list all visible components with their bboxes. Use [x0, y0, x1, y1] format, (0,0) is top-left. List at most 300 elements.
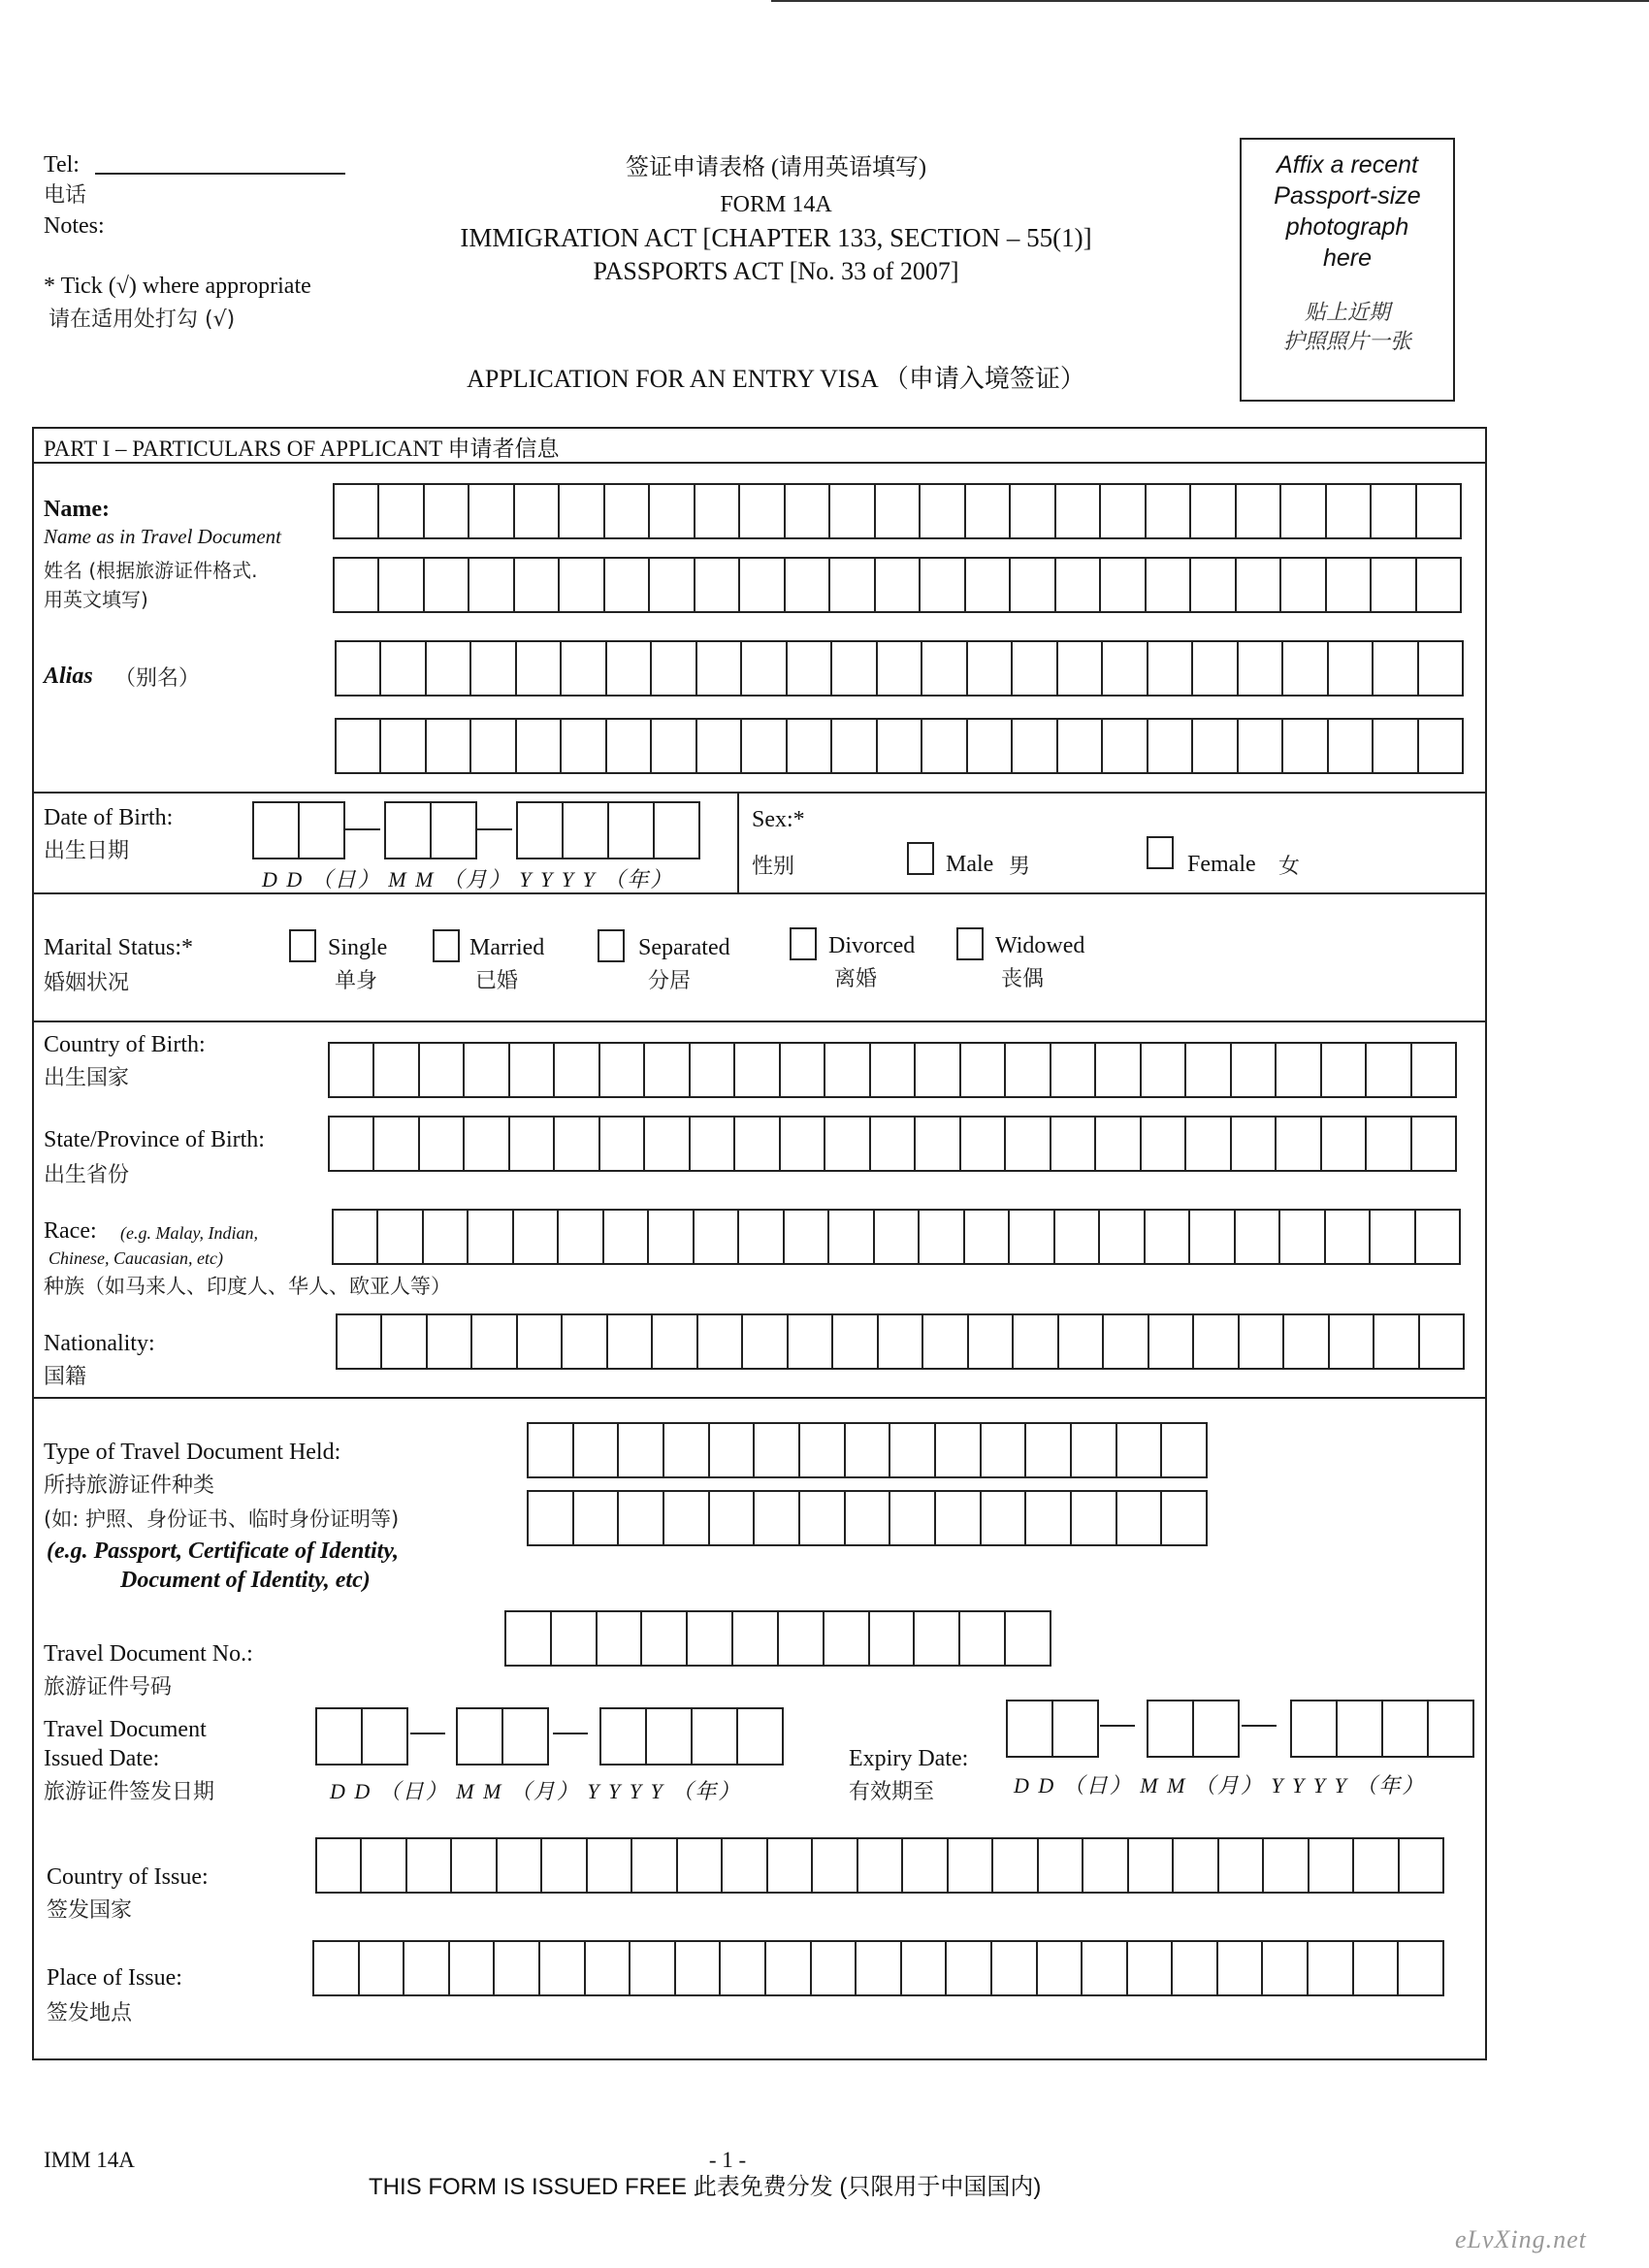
- character-cell[interactable]: [1142, 1118, 1186, 1170]
- character-cell[interactable]: [1083, 1942, 1128, 1994]
- character-cell[interactable]: [1162, 1492, 1206, 1544]
- character-cell[interactable]: [1053, 1701, 1097, 1756]
- character-cell[interactable]: [424, 1211, 469, 1263]
- character-cell[interactable]: [542, 1839, 587, 1892]
- doc-no-boxes[interactable]: [504, 1610, 1051, 1667]
- character-cell[interactable]: [966, 485, 1011, 537]
- character-cell[interactable]: [740, 559, 785, 611]
- character-cell[interactable]: [871, 1044, 916, 1096]
- character-cell[interactable]: [452, 1839, 497, 1892]
- character-cell[interactable]: [605, 559, 650, 611]
- character-cell[interactable]: [425, 485, 469, 537]
- character-cell[interactable]: [506, 1612, 552, 1665]
- character-cell[interactable]: [992, 1942, 1038, 1994]
- expiry-day-boxes[interactable]: [1006, 1700, 1099, 1758]
- character-cell[interactable]: [1055, 1211, 1100, 1263]
- character-cell[interactable]: [609, 803, 655, 858]
- character-cell[interactable]: [1026, 1492, 1072, 1544]
- character-cell[interactable]: [1322, 1044, 1367, 1096]
- character-cell[interactable]: [1117, 1492, 1163, 1544]
- character-cell[interactable]: [993, 1839, 1038, 1892]
- character-cell[interactable]: [966, 559, 1011, 611]
- character-cell[interactable]: [949, 1839, 993, 1892]
- character-cell[interactable]: [607, 642, 652, 695]
- character-cell[interactable]: [386, 803, 432, 858]
- character-cell[interactable]: [961, 1118, 1006, 1170]
- alias-boxes-1[interactable]: [335, 640, 1464, 697]
- character-cell[interactable]: [923, 1315, 968, 1368]
- character-cell[interactable]: [1371, 1211, 1415, 1263]
- character-cell[interactable]: [833, 1315, 878, 1368]
- character-cell[interactable]: [664, 1424, 710, 1476]
- character-cell[interactable]: [1367, 1118, 1411, 1170]
- character-cell[interactable]: [619, 1424, 664, 1476]
- character-cell[interactable]: [691, 1044, 735, 1096]
- character-cell[interactable]: [469, 485, 514, 537]
- character-cell[interactable]: [766, 1942, 812, 1994]
- character-cell[interactable]: [518, 803, 564, 858]
- character-cell[interactable]: [1191, 485, 1236, 537]
- character-cell[interactable]: [1051, 1044, 1096, 1096]
- character-cell[interactable]: [1191, 559, 1236, 611]
- character-cell[interactable]: [1128, 1942, 1174, 1994]
- character-cell[interactable]: [1412, 1118, 1455, 1170]
- character-cell[interactable]: [1239, 642, 1283, 695]
- character-cell[interactable]: [363, 1709, 406, 1764]
- character-cell[interactable]: [691, 1118, 735, 1170]
- character-cell[interactable]: [574, 1492, 620, 1544]
- character-cell[interactable]: [427, 720, 471, 772]
- character-cell[interactable]: [1039, 1839, 1083, 1892]
- character-cell[interactable]: [360, 1942, 405, 1994]
- character-cell[interactable]: [786, 485, 830, 537]
- character-cell[interactable]: [1232, 1044, 1277, 1096]
- character-cell[interactable]: [425, 559, 469, 611]
- character-cell[interactable]: [879, 1315, 923, 1368]
- character-cell[interactable]: [1237, 559, 1281, 611]
- character-cell[interactable]: [600, 1044, 645, 1096]
- character-cell[interactable]: [733, 1612, 779, 1665]
- character-cell[interactable]: [693, 1709, 738, 1764]
- character-cell[interactable]: [1193, 642, 1238, 695]
- character-cell[interactable]: [1327, 559, 1372, 611]
- character-cell[interactable]: [458, 1709, 503, 1764]
- character-cell[interactable]: [916, 1044, 960, 1096]
- character-cell[interactable]: [1416, 1211, 1459, 1263]
- character-cell[interactable]: [922, 642, 967, 695]
- expiry-month-boxes[interactable]: [1147, 1700, 1240, 1758]
- character-cell[interactable]: [1310, 1839, 1354, 1892]
- character-cell[interactable]: [374, 1118, 419, 1170]
- character-cell[interactable]: [1103, 642, 1148, 695]
- character-cell[interactable]: [1026, 1424, 1072, 1476]
- character-cell[interactable]: [598, 1612, 643, 1665]
- character-cell[interactable]: [1400, 1839, 1442, 1892]
- character-cell[interactable]: [1237, 485, 1281, 537]
- character-cell[interactable]: [338, 1315, 382, 1368]
- character-cell[interactable]: [607, 720, 652, 772]
- character-cell[interactable]: [1174, 1839, 1218, 1892]
- character-cell[interactable]: [824, 1612, 870, 1665]
- character-cell[interactable]: [903, 1839, 948, 1892]
- character-cell[interactable]: [1072, 1424, 1117, 1476]
- character-cell[interactable]: [317, 1709, 363, 1764]
- character-cell[interactable]: [1240, 1315, 1284, 1368]
- character-cell[interactable]: [916, 1118, 960, 1170]
- character-cell[interactable]: [1162, 1424, 1206, 1476]
- character-cell[interactable]: [562, 642, 606, 695]
- character-cell[interactable]: [739, 1211, 784, 1263]
- character-cell[interactable]: [469, 1211, 513, 1263]
- character-cell[interactable]: [574, 1424, 620, 1476]
- character-cell[interactable]: [1309, 1942, 1354, 1994]
- character-cell[interactable]: [982, 1424, 1027, 1476]
- tel-input-line[interactable]: [95, 173, 345, 175]
- character-cell[interactable]: [510, 1118, 555, 1170]
- doc-type-boxes-1[interactable]: [527, 1422, 1208, 1478]
- character-cell[interactable]: [936, 1424, 982, 1476]
- dob-year-boxes[interactable]: [516, 801, 700, 859]
- character-cell[interactable]: [1147, 559, 1191, 611]
- character-cell[interactable]: [1193, 720, 1238, 772]
- character-cell[interactable]: [846, 1424, 891, 1476]
- character-cell[interactable]: [698, 1315, 743, 1368]
- character-cell[interactable]: [1218, 1942, 1264, 1994]
- character-cell[interactable]: [1419, 642, 1462, 695]
- character-cell[interactable]: [1372, 559, 1416, 611]
- character-cell[interactable]: [697, 642, 742, 695]
- character-cell[interactable]: [1194, 1701, 1238, 1756]
- character-cell[interactable]: [645, 1118, 690, 1170]
- character-cell[interactable]: [969, 1315, 1014, 1368]
- character-cell[interactable]: [1059, 1315, 1104, 1368]
- character-cell[interactable]: [1013, 720, 1057, 772]
- character-cell[interactable]: [420, 1044, 465, 1096]
- character-cell[interactable]: [1322, 1118, 1367, 1170]
- character-cell[interactable]: [1083, 1839, 1128, 1892]
- character-cell[interactable]: [420, 1118, 465, 1170]
- character-cell[interactable]: [427, 642, 471, 695]
- character-cell[interactable]: [1329, 720, 1374, 772]
- character-cell[interactable]: [337, 642, 381, 695]
- character-cell[interactable]: [1326, 1211, 1371, 1263]
- character-cell[interactable]: [1006, 1044, 1051, 1096]
- state-birth-boxes[interactable]: [328, 1116, 1457, 1172]
- character-cell[interactable]: [655, 803, 698, 858]
- character-cell[interactable]: [968, 720, 1013, 772]
- character-cell[interactable]: [830, 485, 875, 537]
- character-cell[interactable]: [600, 1118, 645, 1170]
- character-cell[interactable]: [1011, 559, 1055, 611]
- character-cell[interactable]: [1367, 1044, 1411, 1096]
- character-cell[interactable]: [1148, 720, 1193, 772]
- character-cell[interactable]: [779, 1612, 824, 1665]
- character-cell[interactable]: [586, 1942, 631, 1994]
- character-cell[interactable]: [1354, 1942, 1400, 1994]
- character-cell[interactable]: [875, 1211, 920, 1263]
- character-cell[interactable]: [1412, 1044, 1455, 1096]
- character-cell[interactable]: [379, 485, 424, 537]
- character-cell[interactable]: [781, 1044, 825, 1096]
- character-cell[interactable]: [555, 1118, 599, 1170]
- issued-month-boxes[interactable]: [456, 1707, 549, 1766]
- issued-day-boxes[interactable]: [315, 1707, 408, 1766]
- character-cell[interactable]: [469, 559, 514, 611]
- character-cell[interactable]: [723, 1839, 767, 1892]
- character-cell[interactable]: [529, 1424, 574, 1476]
- character-cell[interactable]: [1263, 1942, 1309, 1994]
- character-cell[interactable]: [515, 485, 560, 537]
- character-cell[interactable]: [695, 485, 740, 537]
- character-cell[interactable]: [947, 1942, 992, 1994]
- character-cell[interactable]: [1190, 1211, 1235, 1263]
- character-cell[interactable]: [1117, 1424, 1163, 1476]
- character-cell[interactable]: [710, 1424, 756, 1476]
- race-boxes[interactable]: [332, 1209, 1461, 1265]
- character-cell[interactable]: [510, 1044, 555, 1096]
- character-cell[interactable]: [1281, 485, 1326, 537]
- character-cell[interactable]: [1283, 642, 1328, 695]
- marital-single-checkbox[interactable]: [289, 929, 316, 962]
- character-cell[interactable]: [330, 1044, 374, 1096]
- character-cell[interactable]: [965, 1211, 1010, 1263]
- character-cell[interactable]: [960, 1612, 1006, 1665]
- character-cell[interactable]: [404, 1942, 450, 1994]
- character-cell[interactable]: [920, 1211, 964, 1263]
- character-cell[interactable]: [1219, 1839, 1264, 1892]
- country-birth-boxes[interactable]: [328, 1042, 1457, 1098]
- character-cell[interactable]: [697, 720, 742, 772]
- character-cell[interactable]: [300, 803, 343, 858]
- character-cell[interactable]: [1149, 1315, 1194, 1368]
- nationality-boxes[interactable]: [336, 1313, 1465, 1370]
- character-cell[interactable]: [334, 1211, 378, 1263]
- character-cell[interactable]: [1129, 1839, 1174, 1892]
- character-cell[interactable]: [813, 1839, 857, 1892]
- character-cell[interactable]: [1239, 720, 1283, 772]
- character-cell[interactable]: [785, 1211, 829, 1263]
- character-cell[interactable]: [832, 720, 877, 772]
- character-cell[interactable]: [601, 1709, 647, 1764]
- character-cell[interactable]: [742, 642, 787, 695]
- character-cell[interactable]: [742, 720, 787, 772]
- character-cell[interactable]: [362, 1839, 406, 1892]
- character-cell[interactable]: [1104, 1315, 1148, 1368]
- name-boxes-1[interactable]: [333, 483, 1462, 539]
- character-cell[interactable]: [876, 559, 921, 611]
- character-cell[interactable]: [1010, 1211, 1054, 1263]
- character-cell[interactable]: [743, 1315, 788, 1368]
- doc-type-boxes-2[interactable]: [527, 1490, 1208, 1546]
- character-cell[interactable]: [647, 1709, 693, 1764]
- character-cell[interactable]: [735, 1118, 780, 1170]
- character-cell[interactable]: [1101, 485, 1146, 537]
- character-cell[interactable]: [968, 642, 1013, 695]
- character-cell[interactable]: [1284, 1315, 1329, 1368]
- character-cell[interactable]: [335, 559, 379, 611]
- character-cell[interactable]: [812, 1942, 857, 1994]
- character-cell[interactable]: [1006, 1118, 1051, 1170]
- character-cell[interactable]: [1014, 1315, 1058, 1368]
- character-cell[interactable]: [1173, 1942, 1218, 1994]
- country-issue-boxes[interactable]: [315, 1837, 1444, 1894]
- character-cell[interactable]: [1096, 1118, 1141, 1170]
- character-cell[interactable]: [921, 485, 965, 537]
- character-cell[interactable]: [1374, 1315, 1419, 1368]
- character-cell[interactable]: [890, 1424, 936, 1476]
- character-cell[interactable]: [555, 1044, 599, 1096]
- character-cell[interactable]: [1142, 1044, 1186, 1096]
- character-cell[interactable]: [1011, 485, 1055, 537]
- character-cell[interactable]: [982, 1492, 1027, 1544]
- character-cell[interactable]: [878, 720, 922, 772]
- character-cell[interactable]: [374, 1044, 419, 1096]
- character-cell[interactable]: [1327, 485, 1372, 537]
- character-cell[interactable]: [514, 1211, 559, 1263]
- character-cell[interactable]: [1051, 1118, 1096, 1170]
- character-cell[interactable]: [1236, 1211, 1280, 1263]
- character-cell[interactable]: [650, 559, 695, 611]
- character-cell[interactable]: [1277, 1044, 1321, 1096]
- character-cell[interactable]: [902, 1942, 948, 1994]
- character-cell[interactable]: [1429, 1701, 1472, 1756]
- character-cell[interactable]: [721, 1942, 766, 1994]
- character-cell[interactable]: [335, 485, 379, 537]
- character-cell[interactable]: [786, 559, 830, 611]
- character-cell[interactable]: [922, 720, 967, 772]
- character-cell[interactable]: [781, 1118, 825, 1170]
- character-cell[interactable]: [695, 559, 740, 611]
- character-cell[interactable]: [642, 1612, 688, 1665]
- character-cell[interactable]: [432, 803, 475, 858]
- character-cell[interactable]: [605, 485, 650, 537]
- character-cell[interactable]: [1006, 1612, 1050, 1665]
- character-cell[interactable]: [330, 1118, 374, 1170]
- character-cell[interactable]: [428, 1315, 472, 1368]
- character-cell[interactable]: [471, 720, 516, 772]
- character-cell[interactable]: [871, 1118, 916, 1170]
- character-cell[interactable]: [1281, 559, 1326, 611]
- character-cell[interactable]: [1419, 720, 1462, 772]
- character-cell[interactable]: [1420, 1315, 1463, 1368]
- character-cell[interactable]: [1277, 1118, 1321, 1170]
- dob-month-boxes[interactable]: [384, 801, 477, 859]
- character-cell[interactable]: [632, 1839, 677, 1892]
- character-cell[interactable]: [710, 1492, 756, 1544]
- character-cell[interactable]: [735, 1044, 780, 1096]
- character-cell[interactable]: [379, 559, 424, 611]
- character-cell[interactable]: [1330, 1315, 1374, 1368]
- character-cell[interactable]: [878, 642, 922, 695]
- character-cell[interactable]: [876, 485, 921, 537]
- marital-separated-checkbox[interactable]: [598, 929, 625, 962]
- character-cell[interactable]: [314, 1942, 360, 1994]
- character-cell[interactable]: [1146, 1211, 1190, 1263]
- character-cell[interactable]: [676, 1942, 722, 1994]
- character-cell[interactable]: [1283, 720, 1328, 772]
- character-cell[interactable]: [788, 720, 832, 772]
- character-cell[interactable]: [465, 1044, 509, 1096]
- character-cell[interactable]: [407, 1839, 452, 1892]
- character-cell[interactable]: [1058, 720, 1103, 772]
- marital-widowed-checkbox[interactable]: [956, 927, 984, 960]
- character-cell[interactable]: [1096, 1044, 1141, 1096]
- character-cell[interactable]: [498, 1839, 542, 1892]
- character-cell[interactable]: [254, 803, 300, 858]
- character-cell[interactable]: [1013, 642, 1057, 695]
- character-cell[interactable]: [890, 1492, 936, 1544]
- character-cell[interactable]: [1100, 1211, 1145, 1263]
- character-cell[interactable]: [465, 1118, 509, 1170]
- character-cell[interactable]: [619, 1492, 664, 1544]
- character-cell[interactable]: [1038, 1942, 1083, 1994]
- character-cell[interactable]: [1292, 1701, 1338, 1756]
- character-cell[interactable]: [1056, 559, 1101, 611]
- character-cell[interactable]: [768, 1839, 813, 1892]
- character-cell[interactable]: [562, 720, 606, 772]
- character-cell[interactable]: [1417, 559, 1460, 611]
- character-cell[interactable]: [755, 1424, 800, 1476]
- character-cell[interactable]: [517, 642, 562, 695]
- character-cell[interactable]: [1354, 1839, 1399, 1892]
- female-checkbox[interactable]: [1147, 836, 1174, 869]
- character-cell[interactable]: [1056, 485, 1101, 537]
- name-boxes-2[interactable]: [333, 557, 1462, 613]
- character-cell[interactable]: [518, 1315, 563, 1368]
- character-cell[interactable]: [1383, 1701, 1429, 1756]
- character-cell[interactable]: [664, 1492, 710, 1544]
- character-cell[interactable]: [1264, 1839, 1309, 1892]
- character-cell[interactable]: [1186, 1044, 1231, 1096]
- character-cell[interactable]: [588, 1839, 632, 1892]
- character-cell[interactable]: [789, 1315, 833, 1368]
- character-cell[interactable]: [830, 559, 875, 611]
- character-cell[interactable]: [645, 1044, 690, 1096]
- character-cell[interactable]: [832, 642, 877, 695]
- character-cell[interactable]: [858, 1839, 903, 1892]
- character-cell[interactable]: [1338, 1701, 1383, 1756]
- character-cell[interactable]: [961, 1044, 1006, 1096]
- character-cell[interactable]: [1399, 1942, 1442, 1994]
- character-cell[interactable]: [755, 1492, 800, 1544]
- character-cell[interactable]: [450, 1942, 496, 1994]
- character-cell[interactable]: [915, 1612, 960, 1665]
- character-cell[interactable]: [653, 1315, 697, 1368]
- character-cell[interactable]: [559, 1211, 603, 1263]
- character-cell[interactable]: [1148, 642, 1193, 695]
- character-cell[interactable]: [1194, 1315, 1239, 1368]
- character-cell[interactable]: [921, 559, 965, 611]
- issued-year-boxes[interactable]: [599, 1707, 784, 1766]
- character-cell[interactable]: [563, 1315, 607, 1368]
- character-cell[interactable]: [560, 559, 604, 611]
- character-cell[interactable]: [381, 642, 426, 695]
- character-cell[interactable]: [936, 1492, 982, 1544]
- character-cell[interactable]: [381, 720, 426, 772]
- character-cell[interactable]: [825, 1044, 870, 1096]
- character-cell[interactable]: [829, 1211, 874, 1263]
- character-cell[interactable]: [688, 1612, 733, 1665]
- character-cell[interactable]: [560, 485, 604, 537]
- character-cell[interactable]: [1186, 1118, 1231, 1170]
- character-cell[interactable]: [652, 642, 696, 695]
- character-cell[interactable]: [649, 1211, 694, 1263]
- character-cell[interactable]: [1374, 720, 1418, 772]
- character-cell[interactable]: [378, 1211, 423, 1263]
- character-cell[interactable]: [1008, 1701, 1053, 1756]
- character-cell[interactable]: [517, 720, 562, 772]
- character-cell[interactable]: [630, 1942, 676, 1994]
